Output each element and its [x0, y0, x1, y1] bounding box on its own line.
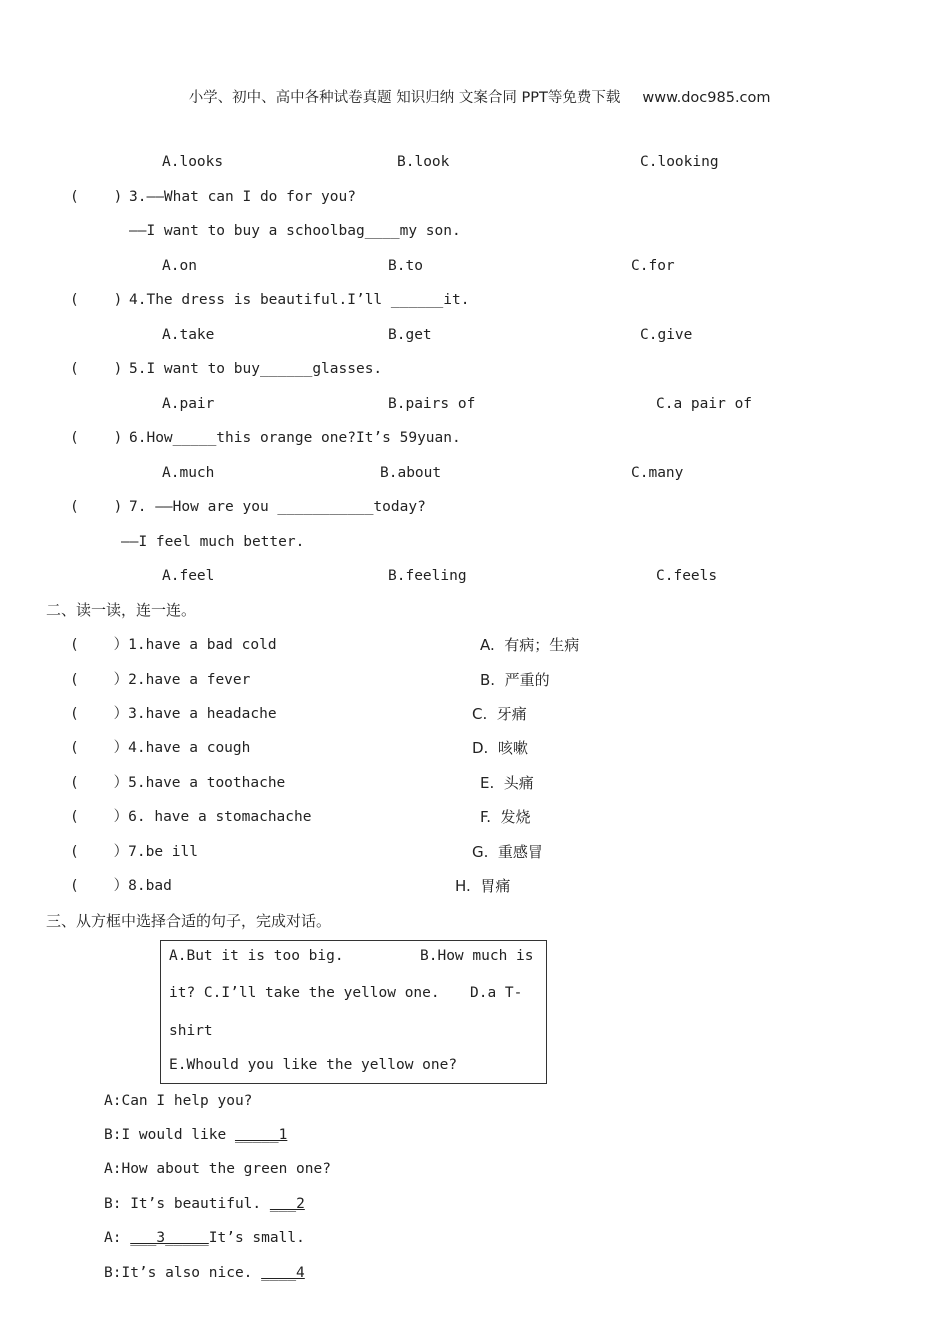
q5-option-c: C.a pair of — [656, 396, 753, 412]
q4-option-a: A.take — [162, 327, 215, 343]
box-line3: shirt — [169, 1023, 213, 1039]
match-right-h: H. 胃痛 — [455, 877, 511, 895]
q6-option-b: B.about — [380, 465, 442, 481]
box-line4: E.Whould you like the yellow one? — [169, 1057, 458, 1073]
dialog-line-5: A: ___3_____It’s small. — [104, 1230, 305, 1246]
q3-question: 3.——What can I do for you? — [129, 189, 356, 205]
section2-title: 二、读一读，连一连。 — [46, 601, 197, 619]
header-text: 小学、初中、高中各种试卷真题 知识归纳 文案合同 PPT等免费下载 — [188, 90, 621, 106]
dialog-line-1: A:Can I help you? — [104, 1093, 253, 1109]
dialog-line-3: A:How about the green one? — [104, 1161, 331, 1177]
q2-option-c: C.looking — [640, 154, 719, 170]
match-right-c: C. 牙痛 — [472, 705, 527, 723]
dialog-line-4: B: It’s beautiful. ___2 — [104, 1196, 305, 1212]
q4-question: 4.The dress is beautiful.I’ll ______it. — [129, 292, 470, 308]
match-left-6: ( ）6. have a stomachache — [70, 809, 312, 825]
q7-question: 7. ——How are you ___________today? — [129, 499, 426, 515]
q5-question: 5.I want to buy______glasses. — [129, 361, 383, 377]
header-site: www.doc985.com — [642, 90, 771, 106]
q2-option-a: A.looks — [162, 154, 224, 170]
q5-answer-paren: ( ) — [70, 361, 123, 377]
box-line1-b: B.How much is — [420, 948, 534, 964]
q5-option-a: A.pair — [162, 396, 215, 412]
q6-answer-paren: ( ) — [70, 430, 123, 446]
match-right-d: D. 咳嗽 — [472, 739, 528, 757]
q3-option-c: C.for — [631, 258, 675, 274]
match-left-2: ( ）2.have a fever — [70, 672, 251, 688]
box-line1-a: A.But it is too big. — [169, 948, 344, 964]
section3-title: 三、从方框中选择合适的句子，完成对话。 — [46, 912, 332, 930]
match-left-7: ( ）7.be ill — [70, 844, 198, 860]
q3-option-a: A.on — [162, 258, 197, 274]
q4-option-c: C.give — [640, 327, 693, 343]
q6-question: 6.How_____this orange one?It’s 59yuan. — [129, 430, 461, 446]
page-header — [0, 68, 950, 108]
q7-reply: ——I feel much better. — [121, 534, 305, 550]
match-right-f: F. 发烧 — [480, 808, 531, 826]
blank-4[interactable]: ____4 — [261, 1265, 305, 1281]
box-line2-b: D.a T- — [470, 985, 523, 1001]
match-right-e: E. 头痛 — [480, 774, 534, 792]
q7-option-c: C.feels — [656, 568, 718, 584]
blank-1[interactable]: _____1 — [234, 1127, 288, 1143]
blank-3[interactable]: ___3_____ — [130, 1230, 209, 1246]
q2-option-b: B.look — [397, 154, 450, 170]
blank-2[interactable]: ___2 — [269, 1196, 305, 1212]
match-right-a: A. 有病；生病 — [480, 636, 580, 654]
q6-option-c: C.many — [631, 465, 684, 481]
q7-option-b: B.feeling — [388, 568, 467, 584]
q4-option-b: B.get — [388, 327, 432, 343]
q3-answer-paren: ( ) — [70, 189, 123, 205]
match-left-3: ( ）3.have a headache — [70, 706, 277, 722]
match-left-1: ( ）1.have a bad cold — [70, 637, 277, 653]
dialog-line-2: B:I would like _____1 — [104, 1127, 288, 1143]
q7-option-a: A.feel — [162, 568, 215, 584]
q6-option-a: A.much — [162, 465, 215, 481]
dialog-line-6: B:It’s also nice. ____4 — [104, 1265, 305, 1281]
q7-answer-paren: ( ) — [70, 499, 123, 515]
match-left-4: ( ）4.have a cough — [70, 740, 251, 756]
q3-option-b: B.to — [388, 258, 423, 274]
match-left-8: ( ）8.bad — [70, 878, 172, 894]
q4-answer-paren: ( ) — [70, 292, 123, 308]
match-right-b: B. 严重的 — [480, 671, 550, 689]
box-line2-a: it? C.I’ll take the yellow one. — [169, 985, 440, 1001]
q5-option-b: B.pairs of — [388, 396, 476, 412]
match-right-g: G. 重感冒 — [472, 843, 543, 861]
match-left-5: ( ）5.have a toothache — [70, 775, 286, 791]
q3-reply: ——I want to buy a schoolbag____my son. — [129, 223, 461, 239]
